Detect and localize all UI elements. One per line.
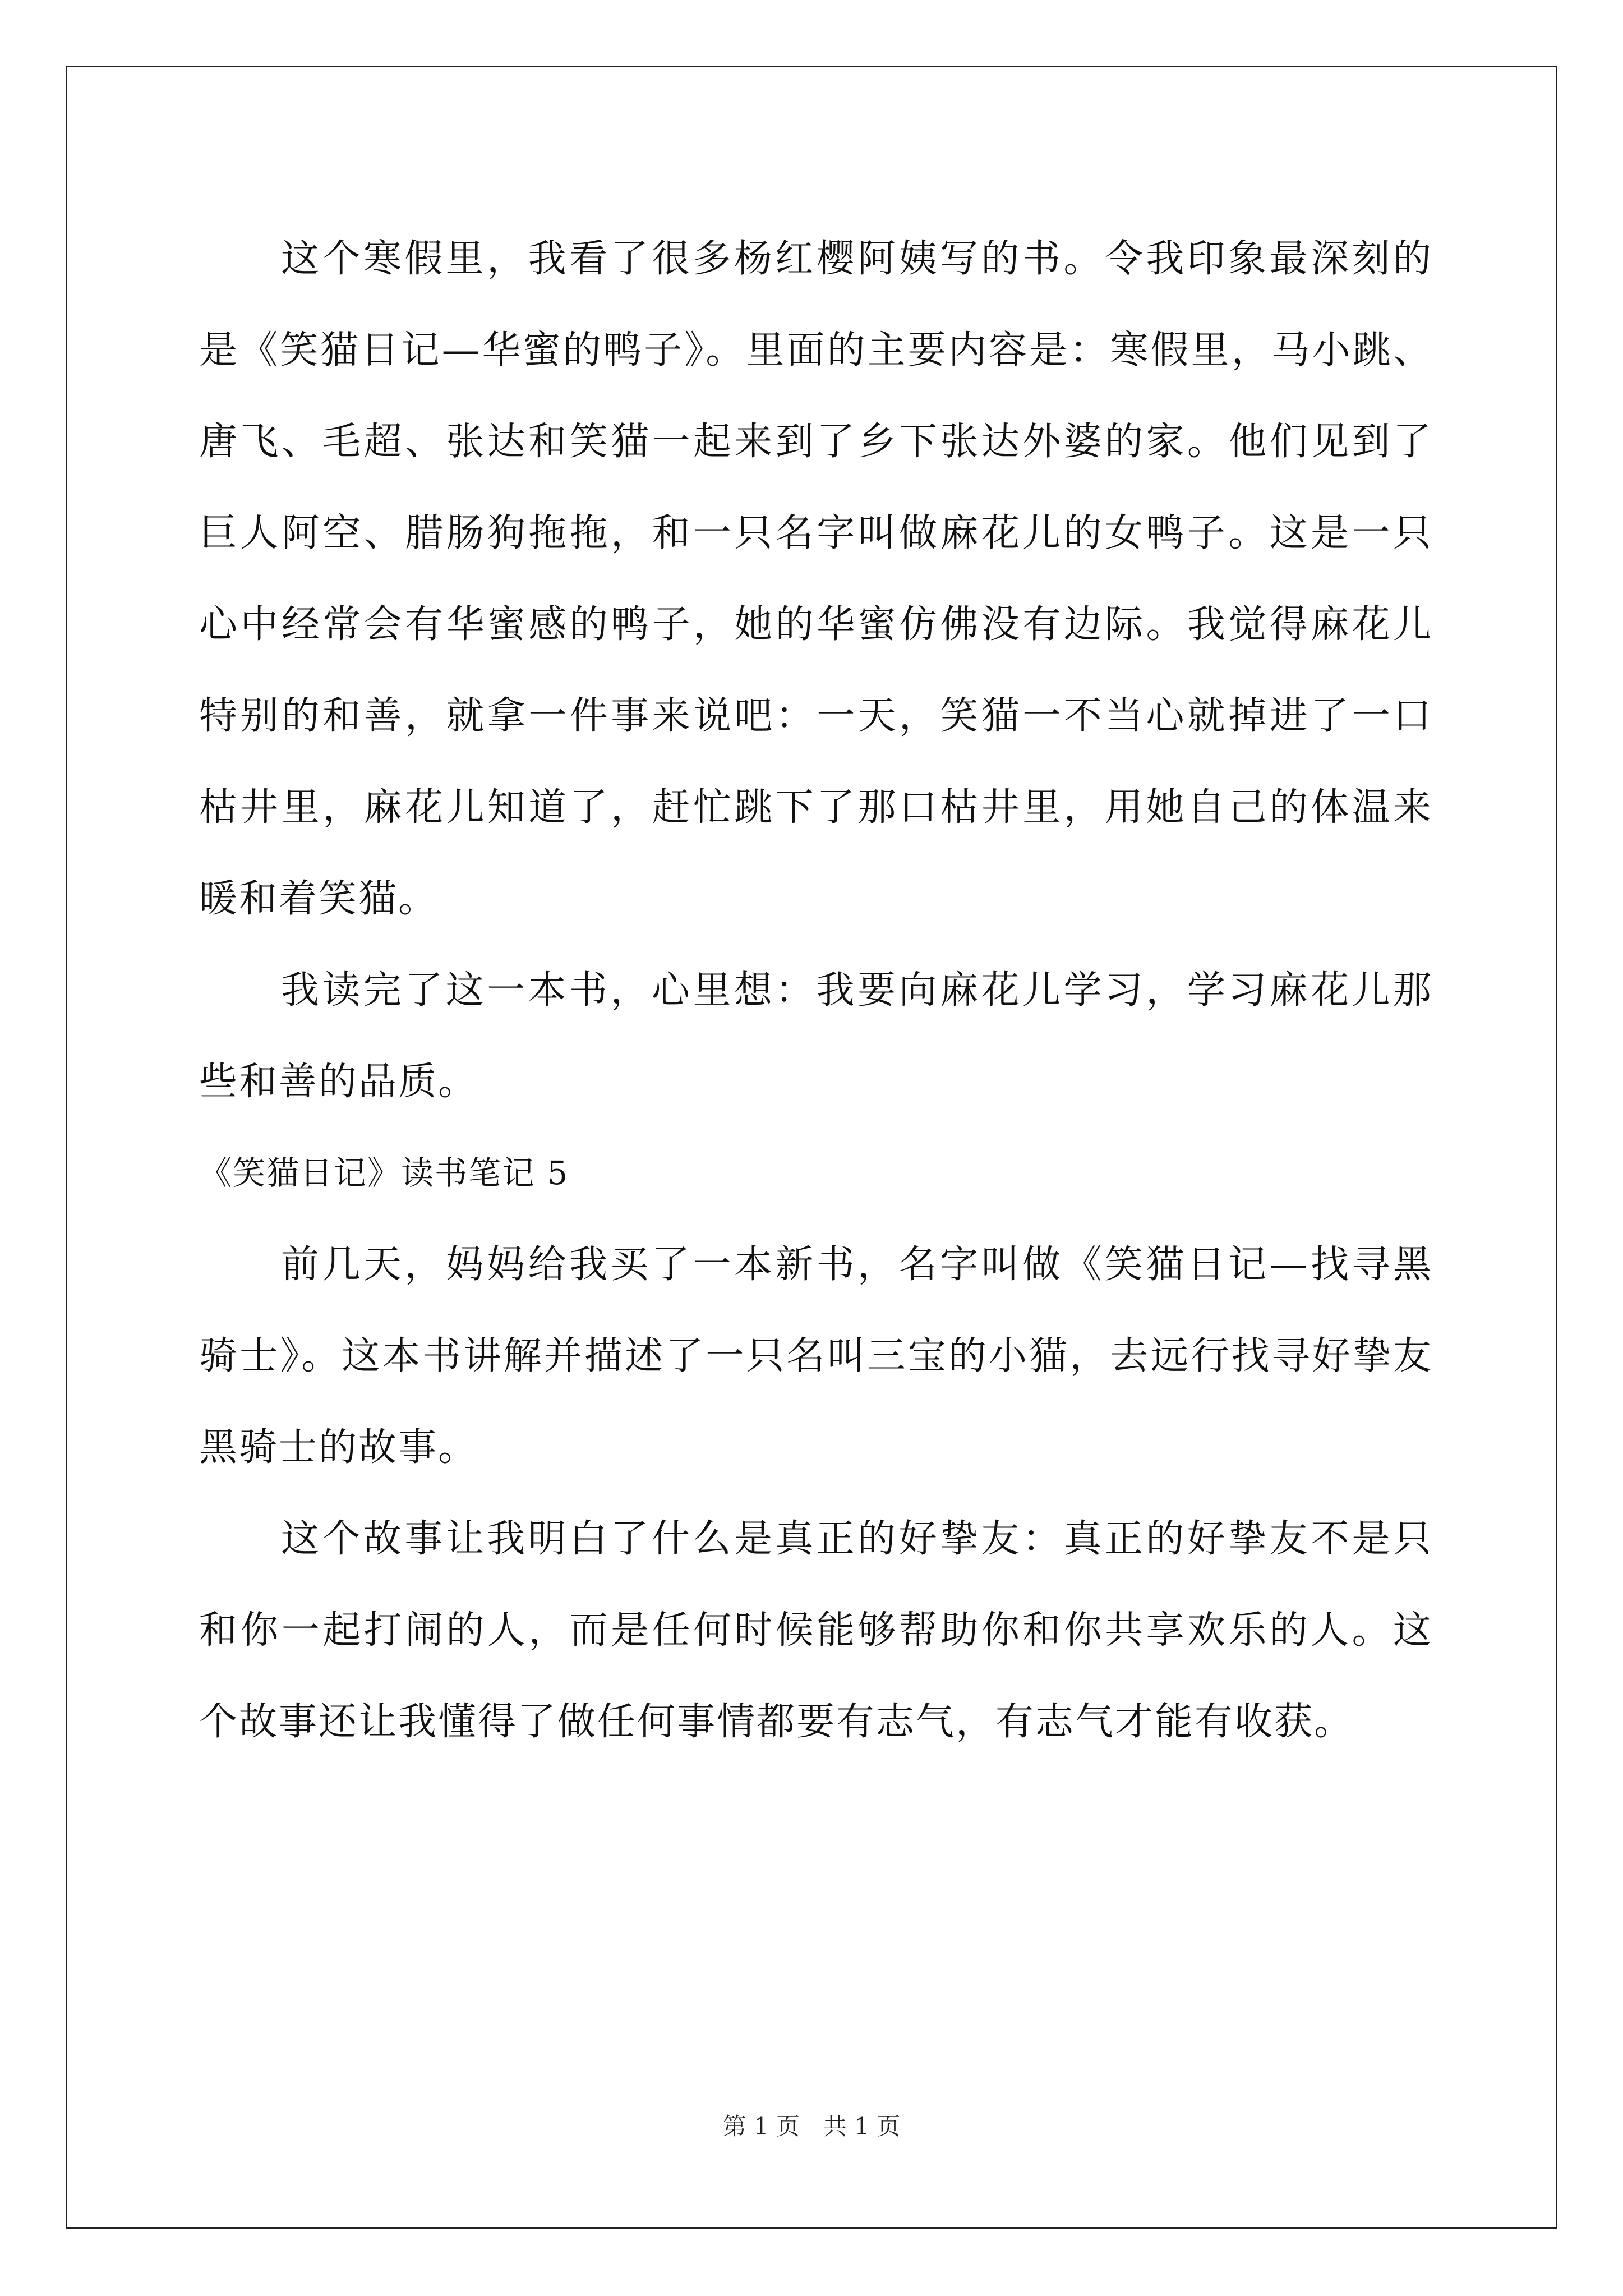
paragraph: 这个故事让我明白了什么是真正的好挚友：真正的好挚友不是只和你一起打闹的人，而是任何时候能够帮助你和你共享欢乐的人。这个故事还让我懂得了做任何事情都要有志气，有志气才能有收获。	[199, 1517, 1433, 1744]
paragraph: 前几天，妈妈给我买了一本新书，名字叫做《笑猫日记—找寻黑骑士》。这本书讲解并描述了一只名叫三宝的小猫，去远行找寻好挚友黑骑士的故事。	[199, 1243, 1433, 1470]
paragraph: 我读完了这一本书，心里想：我要向麻花儿学习，学习麻花儿那些和善的品质。	[199, 968, 1433, 1104]
paragraph: 这个寒假里，我看了很多杨红樱阿姨写的书。令我印象最深刻的是《笑猫日记—华蜜的鸭子》。里面的主要内容是：寒假里，马小跳、唐飞、毛超、张达和笑猫一起来到了乡下张达外婆的家。他们见到了巨人阿空、腊肠狗拖拖，和一只名字叫做麻花儿的女鸭子。这是一只心中经常会有华蜜感的鸭子，她的华蜜仿佛没有边际。我觉得麻花儿特别的和善，就拿一件事来说吧：一天，笑猫一不当心就掉进了一口枯井里，麻花儿知道了，赶忙跳下了那口枯井里，用她自己的体温来暖和着笑猫。	[199, 237, 1433, 921]
section-title: 《笑猫日记》读书笔记 5	[199, 1154, 569, 1192]
page-footer: 第 1 页 共 1 页	[722, 2113, 901, 2140]
document-body	[199, 213, 1433, 1768]
